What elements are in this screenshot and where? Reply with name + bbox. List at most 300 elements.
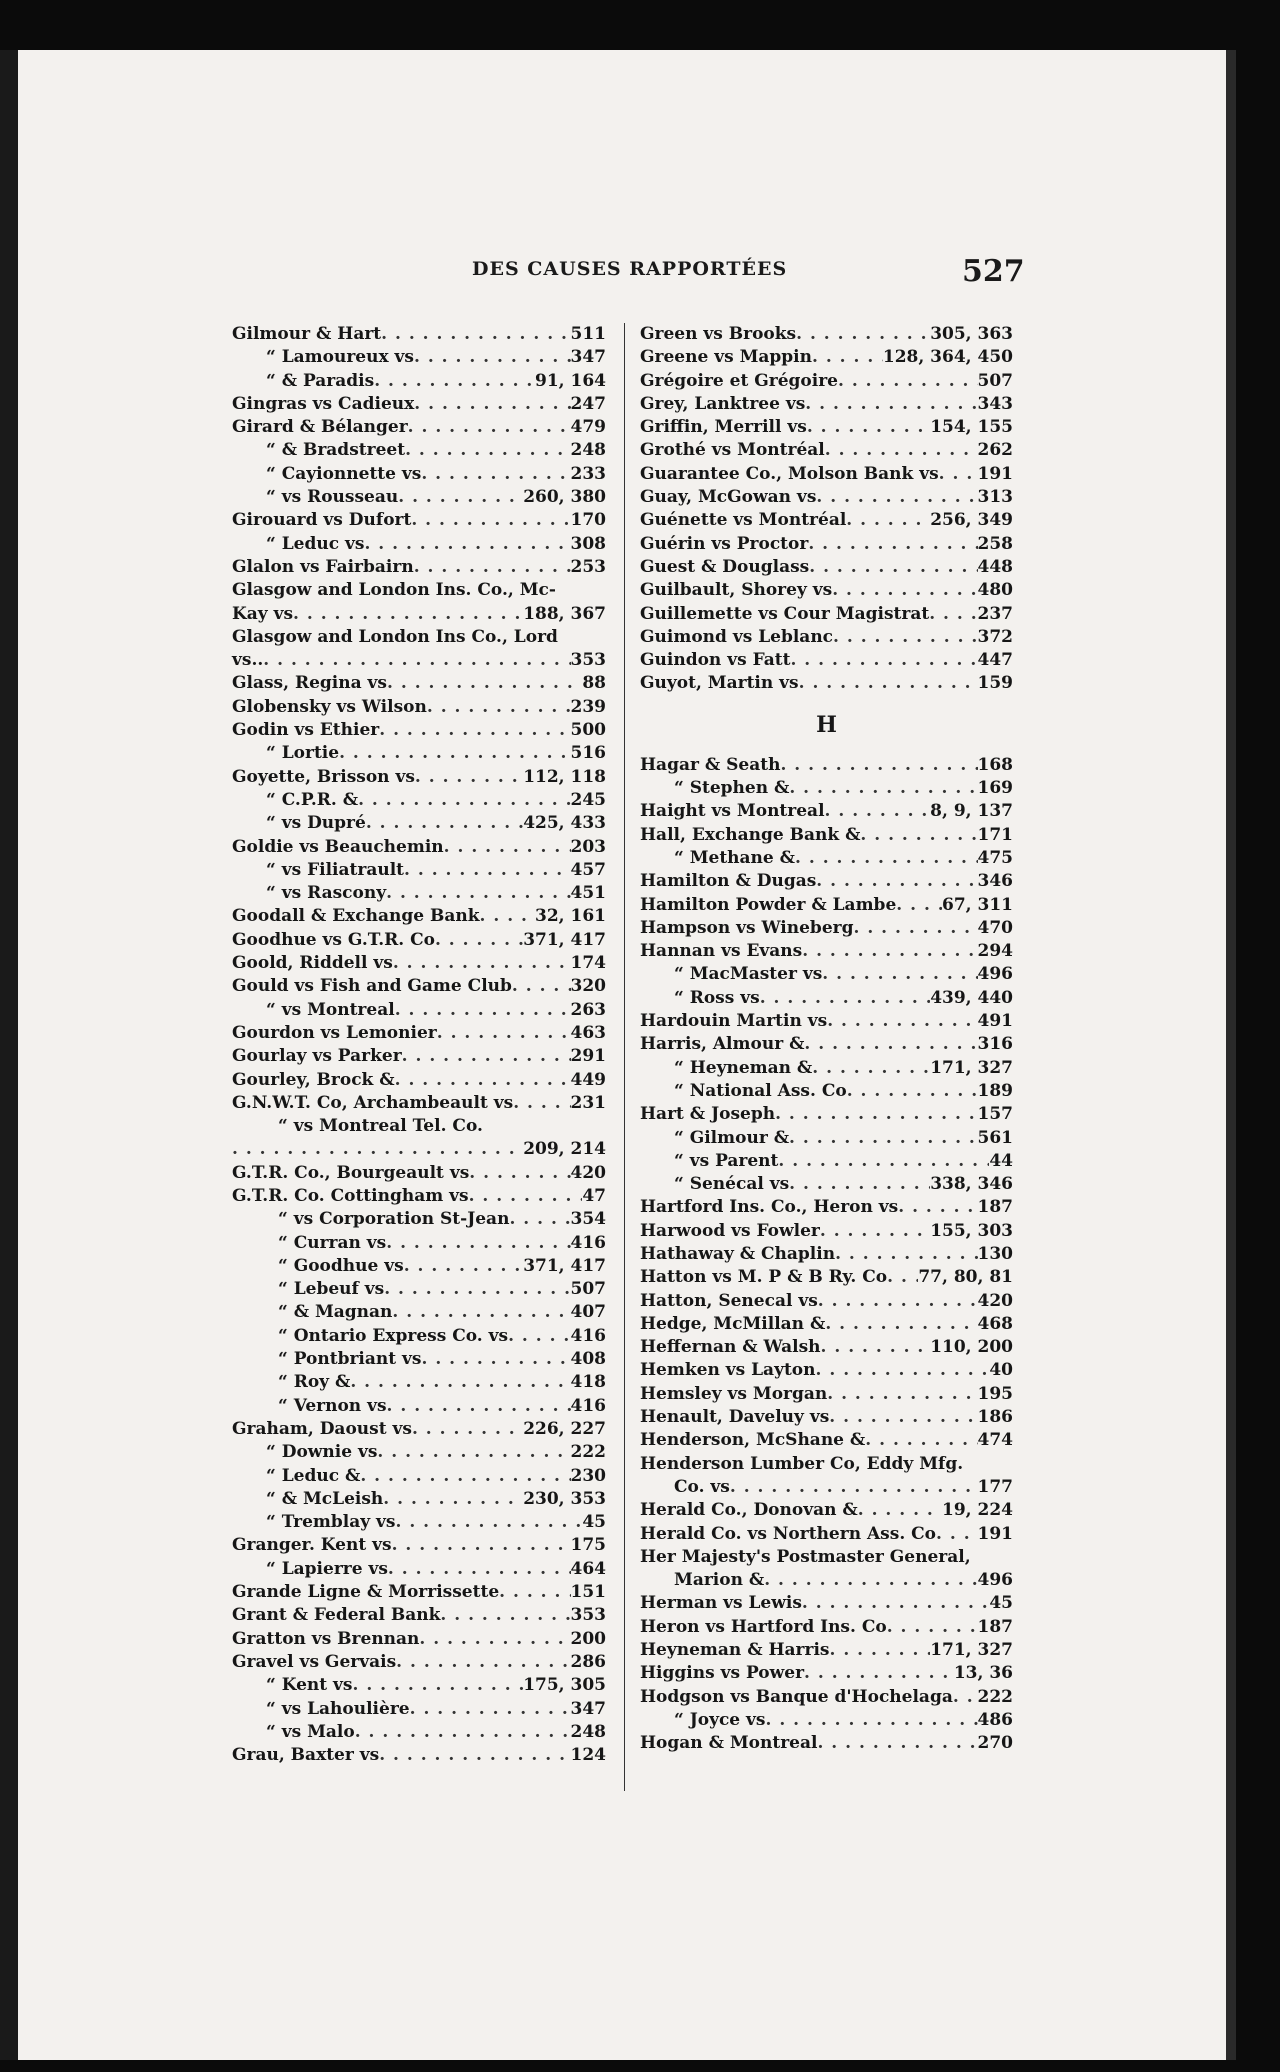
entry-name: Herman vs Lewis: [640, 1593, 802, 1614]
index-entry: [640, 1103, 1013, 1126]
entry-name: Herald Co., Donovan &: [640, 1500, 858, 1521]
entry-page-refs: 479: [570, 417, 606, 438]
index-entry: [640, 1592, 1013, 1615]
entry-page-refs: 372: [977, 626, 1013, 647]
index-entry: [232, 836, 606, 859]
index-entry: [640, 439, 1013, 462]
entry-page-refs: 245: [570, 789, 606, 810]
entry-name: “ & Bradstreet: [266, 440, 406, 461]
entry-name: Hatton, Senecal vs: [640, 1290, 818, 1311]
page-number: 527: [962, 254, 1025, 289]
entry-page-refs: 8, 9, 137: [930, 801, 1013, 822]
entry-page-refs: 209, 214: [523, 1139, 606, 1160]
index-entry: [232, 672, 606, 695]
leader-dots: [263, 649, 570, 672]
index-entry: [640, 1406, 1013, 1429]
index-entry: [232, 1069, 606, 1092]
leader-dots: [366, 812, 523, 835]
entry-page-refs: 474: [977, 1430, 1013, 1451]
entry-page-refs: 248: [570, 440, 606, 461]
entry-name: Glalon vs Fairbairn: [232, 556, 414, 577]
leader-dots: [730, 1476, 978, 1499]
index-entry: [640, 940, 1013, 963]
index-entry: [640, 1662, 1013, 1685]
entry-page-refs: 294: [977, 941, 1013, 962]
entry-page-refs: 191: [977, 463, 1013, 484]
entry-page-refs: 124: [570, 1745, 606, 1766]
entry-name: Her Majesty's Postmaster General,: [640, 1546, 971, 1567]
entry-name: Hodgson vs Banque d'Hochelaga: [640, 1686, 953, 1707]
index-entry: [640, 393, 1013, 416]
entry-name: Haight vs Montreal: [640, 801, 825, 822]
leader-dots: [887, 1266, 918, 1289]
entry-name: Glasgow and London Ins Co., Lord: [232, 626, 558, 647]
entry-name: “ Lapierre vs: [266, 1558, 388, 1579]
leader-dots: [374, 370, 535, 393]
entry-page-refs: 40: [989, 1360, 1013, 1381]
entry-name: Hardouin Martin vs: [640, 1011, 828, 1032]
entry-name: “ Gilmour &: [674, 1127, 790, 1148]
entry-name: “ Stephen &: [674, 778, 790, 799]
leader-dots: [820, 1220, 930, 1243]
index-entry: [640, 603, 1013, 626]
leader-dots: [887, 1616, 978, 1639]
section-heading: H: [816, 711, 837, 738]
leader-dots: [827, 1010, 977, 1033]
leader-dots: [953, 1686, 978, 1709]
leader-dots: [789, 1127, 977, 1150]
leader-dots: [802, 940, 977, 963]
entry-name: “ vs Malo: [266, 1721, 355, 1742]
entry-name: Hemsley vs Morgan: [640, 1383, 828, 1404]
leader-dots: [421, 463, 570, 486]
leader-dots: [353, 1674, 524, 1697]
index-entry: [232, 1185, 606, 1208]
entry-page-refs: 32, 161: [535, 906, 606, 927]
entry-page-refs: 19, 224: [942, 1500, 1013, 1521]
entry-name: Grau, Baxter vs: [232, 1745, 380, 1766]
index-entry: [232, 509, 606, 532]
index-entry: [640, 1010, 1013, 1033]
leader-dots: [415, 766, 523, 789]
leader-dots: [469, 1185, 583, 1208]
index-entry: [640, 1033, 1013, 1056]
entry-name: Green vs Brooks: [640, 324, 797, 344]
index-entry: [232, 1138, 606, 1161]
index-entry: [640, 579, 1013, 602]
index-entry: [640, 847, 1013, 870]
entry-page-refs: 187: [977, 1197, 1013, 1218]
entry-page-refs: 169: [977, 778, 1013, 799]
leader-dots: [499, 1581, 570, 1604]
leader-dots: [853, 917, 977, 940]
leader-dots: [795, 847, 977, 870]
index-entry: [232, 719, 606, 742]
entry-name: Grégoire et Grégoire: [640, 370, 838, 391]
index-entry: [232, 533, 606, 556]
entry-name: Gingras vs Cadieux: [232, 393, 415, 414]
entry-page-refs: 239: [570, 696, 606, 717]
index-entry: [232, 696, 606, 719]
index-entry: [640, 1127, 1013, 1150]
entry-name: Graham, Daoust vs: [232, 1418, 412, 1439]
entry-page-refs: 45: [582, 1512, 606, 1533]
entry-page-refs: 420: [570, 1162, 606, 1183]
entry-page-refs: 110, 200: [930, 1337, 1013, 1358]
entry-name: “ & Paradis: [266, 370, 375, 391]
entry-name: “ Cayionnette vs: [266, 463, 422, 484]
leader-dots: [825, 439, 978, 462]
leader-dots: [384, 1278, 570, 1301]
leader-dots: [799, 672, 978, 695]
index-entry: [232, 1651, 606, 1674]
leader-dots: [775, 1103, 977, 1126]
entry-page-refs: 171, 327: [930, 1640, 1013, 1661]
index-entry: [640, 1499, 1013, 1522]
entry-page-refs: 159: [977, 673, 1013, 694]
leader-dots: [825, 800, 931, 823]
index-entries-h: [640, 754, 1013, 1756]
entry-page-refs: 468: [977, 1313, 1013, 1334]
entry-name: Griffin, Merrill vs: [640, 417, 807, 438]
entry-page-refs: 371, 417: [523, 929, 606, 950]
index-entry: [232, 1721, 606, 1744]
entry-name: Hannan vs Evans: [640, 941, 803, 962]
index-entry: [232, 742, 606, 765]
entry-name: Kay vs: [232, 603, 294, 624]
entry-page-refs: 516: [570, 743, 606, 764]
entry-page-refs: 286: [570, 1651, 606, 1672]
leader-dots: [404, 859, 570, 882]
index-entry: [232, 1581, 606, 1604]
leader-dots: [860, 824, 977, 847]
leader-dots: [469, 1162, 570, 1185]
entry-page-refs: 291: [570, 1046, 606, 1067]
entry-name: Hampson vs Wineberg: [640, 917, 854, 938]
leader-dots: [865, 1429, 977, 1452]
entry-name: “ & Magnan: [278, 1302, 393, 1323]
index-entry: [640, 346, 1013, 369]
entry-page-refs: 475: [977, 847, 1013, 868]
entry-page-refs: 256, 349: [930, 510, 1013, 531]
index-entry: [640, 1616, 1013, 1639]
entry-name: Guilbault, Shorey vs: [640, 580, 833, 601]
leader-dots: [386, 882, 570, 905]
entry-page-refs: 463: [570, 1022, 606, 1043]
entry-page-refs: 188, 367: [523, 603, 606, 624]
leader-dots: [395, 1069, 571, 1092]
entry-page-refs: 305, 363: [930, 324, 1013, 344]
entry-name: Greene vs Mappin: [640, 347, 812, 368]
index-entry: [232, 1208, 606, 1231]
entry-page-refs: 174: [570, 953, 606, 974]
leader-dots: [392, 1534, 571, 1557]
index-entry: [232, 626, 606, 649]
entry-name: Gourlay vs Parker: [232, 1046, 402, 1067]
leader-dots: [818, 1290, 978, 1313]
entry-page-refs: 222: [977, 1686, 1013, 1707]
entry-name: Hart & Joseph: [640, 1104, 776, 1125]
leader-dots: [339, 742, 570, 765]
entry-page-refs: 353: [570, 1605, 606, 1626]
leader-dots: [790, 649, 977, 672]
leader-dots: [360, 1465, 570, 1488]
entry-name: “ vs Montreal Tel. Co.: [278, 1116, 483, 1137]
entry-name: “ MacMaster vs: [674, 964, 823, 985]
leader-dots: [350, 1371, 570, 1394]
entry-page-refs: 154, 155: [930, 417, 1013, 438]
entry-page-refs: 191: [977, 1523, 1013, 1544]
entry-name: Goold, Riddell vs: [232, 953, 393, 974]
entry-name: Hemken vs Layton: [640, 1360, 816, 1381]
leader-dots: [398, 486, 523, 509]
entry-page-refs: 449: [570, 1069, 606, 1090]
entry-page-refs: 354: [570, 1209, 606, 1230]
entry-name: Gratton vs Brennan: [232, 1628, 420, 1649]
entry-name: Grant & Federal Bank: [232, 1605, 441, 1626]
entry-name: “ Leduc vs: [266, 533, 365, 554]
index-entry: [640, 1732, 1013, 1755]
entry-name: Girard & Bélanger: [232, 417, 408, 438]
index-entry: [640, 1266, 1013, 1289]
entry-page-refs: 222: [570, 1442, 606, 1463]
leader-dots: [513, 1092, 570, 1115]
index-entry: [232, 556, 606, 579]
entry-page-refs: 439, 440: [930, 987, 1013, 1008]
entry-page-refs: 416: [570, 1325, 606, 1346]
leader-dots: [804, 1033, 977, 1056]
entry-name: “ Tremblay vs: [266, 1512, 396, 1533]
index-entry: [232, 1348, 606, 1371]
entry-page-refs: 308: [570, 533, 606, 554]
entry-name: Grande Ligne & Morrissette: [232, 1582, 500, 1603]
index-entry: [640, 917, 1013, 940]
entry-page-refs: 151: [570, 1582, 606, 1603]
index-entry: [232, 929, 606, 952]
leader-dots: [829, 1406, 977, 1429]
index-entry: [232, 346, 606, 369]
leader-dots: [379, 719, 570, 742]
index-entry: [640, 1453, 1013, 1476]
entry-name: “ Joyce vs: [674, 1709, 766, 1730]
entry-name: Gilmour & Hart: [232, 324, 382, 344]
leader-dots: [817, 1732, 977, 1755]
leader-dots: [410, 1698, 571, 1721]
leader-dots: [414, 556, 571, 579]
entry-page-refs: 347: [570, 347, 606, 368]
index-entry: [640, 1383, 1013, 1406]
entry-name: Hagar & Seath: [640, 754, 781, 775]
index-entry: [640, 416, 1013, 439]
index-entry: [232, 952, 606, 975]
entry-name: Guérin vs Proctor: [640, 533, 809, 554]
index-entry: [232, 1698, 606, 1721]
index-entry: [640, 649, 1013, 672]
entry-page-refs: 189: [977, 1080, 1013, 1101]
entry-name: Godin vs Ethier: [232, 720, 380, 741]
entry-page-refs: 170: [570, 510, 606, 531]
entry-name: Guillemette vs Cour Magistrat: [640, 603, 930, 624]
entry-page-refs: 175: [570, 1535, 606, 1556]
index-entry: [232, 859, 606, 882]
entry-page-refs: 157: [977, 1104, 1013, 1125]
leader-dots: [936, 1523, 977, 1546]
entry-page-refs: 496: [977, 964, 1013, 985]
index-entry: [640, 463, 1013, 486]
entry-page-refs: 507: [570, 1279, 606, 1300]
entry-name: Goyette, Brisson vs: [232, 766, 415, 787]
index-entry: [640, 370, 1013, 393]
leader-dots: [816, 870, 977, 893]
index-entry: [640, 824, 1013, 847]
index-entry: [640, 1569, 1013, 1592]
running-header: DES CAUSES RAPPORTÉES: [472, 258, 788, 280]
index-entry: [232, 1674, 606, 1697]
page-edge: [0, 50, 18, 2060]
index-entry: [640, 870, 1013, 893]
leader-dots: [387, 672, 582, 695]
index-entry: [232, 1744, 606, 1767]
entry-page-refs: 416: [570, 1232, 606, 1253]
entry-name: Hatton vs M. P & B Ry. Co: [640, 1267, 888, 1288]
leader-dots: [809, 556, 977, 579]
leader-dots: [404, 1255, 524, 1278]
entry-page-refs: 313: [977, 487, 1013, 508]
leader-dots: [789, 1173, 930, 1196]
index-entry: [640, 626, 1013, 649]
index-entry: [640, 987, 1013, 1010]
entry-name: “ Pontbriant vs: [278, 1349, 422, 1370]
entry-name: “ Ross vs: [674, 987, 760, 1008]
entry-name: “ National Ass. Co: [674, 1080, 847, 1101]
entry-name: “ Leduc &: [266, 1465, 361, 1486]
index-entry: [640, 1686, 1013, 1709]
entry-name: Hall, Exchange Bank &: [640, 824, 861, 845]
index-entry: [640, 800, 1013, 823]
entry-name: Glasgow and London Ins. Co., Mc-: [232, 580, 556, 601]
leader-dots: [437, 1022, 571, 1045]
index-entry: [640, 1080, 1013, 1103]
index-entry: [640, 1196, 1013, 1219]
leader-dots: [847, 1080, 978, 1103]
index-entry: [640, 1336, 1013, 1359]
entry-page-refs: 233: [570, 463, 606, 484]
entry-name: Hartford Ins. Co., Heron vs: [640, 1197, 899, 1218]
index-entry: [232, 1278, 606, 1301]
index-entry: [232, 1232, 606, 1255]
index-entry: [640, 1220, 1013, 1243]
entry-page-refs: 480: [977, 580, 1013, 601]
leader-dots: [832, 579, 977, 602]
index-entry: [640, 1313, 1013, 1336]
entry-page-refs: 448: [977, 556, 1013, 577]
entry-page-refs: 200: [570, 1628, 606, 1649]
entry-name: Grothé vs Montréal: [640, 440, 825, 461]
entry-name: Co. vs: [674, 1476, 730, 1497]
index-entry: [232, 789, 606, 812]
leader-dots: [802, 1592, 989, 1615]
entry-name: Henderson, McShane &: [640, 1430, 866, 1451]
entry-name: G.T.R. Co. Cottingham vs: [232, 1185, 469, 1206]
entry-name: Guindon vs Fatt: [640, 650, 791, 671]
entry-page-refs: 230, 353: [523, 1488, 606, 1509]
index-entry: [232, 416, 606, 439]
entry-page-refs: 171: [977, 824, 1013, 845]
leader-dots: [387, 1395, 571, 1418]
leader-dots: [395, 1511, 582, 1534]
entry-name: “ vs Lahoulière: [266, 1698, 410, 1719]
leader-dots: [377, 1441, 570, 1464]
leader-dots: [419, 1628, 570, 1651]
entry-page-refs: 195: [977, 1383, 1013, 1404]
entry-page-refs: 168: [977, 754, 1013, 775]
index-entry: [232, 1045, 606, 1068]
index-entry: [232, 393, 606, 416]
leader-dots: [421, 1348, 570, 1371]
entry-name: Guest & Douglass: [640, 556, 810, 577]
entry-name: “ Roy &: [278, 1372, 351, 1393]
entry-page-refs: 47: [582, 1185, 606, 1206]
entry-page-refs: 186: [977, 1407, 1013, 1428]
entry-page-refs: 44: [989, 1150, 1013, 1171]
leader-dots: [808, 533, 977, 556]
leader-dots: [393, 952, 571, 975]
index-entry: [232, 975, 606, 998]
index-entry: [640, 894, 1013, 917]
leader-dots: [232, 1138, 523, 1161]
entry-page-refs: 175, 305: [523, 1675, 606, 1696]
index-entry: [640, 1359, 1013, 1382]
leader-dots: [379, 1744, 570, 1767]
index-entry: [232, 579, 606, 602]
entry-name: “ Downie vs: [266, 1442, 378, 1463]
entry-name: Harris, Almour &: [640, 1034, 805, 1055]
entry-page-refs: 262: [977, 440, 1013, 461]
index-column-right: [640, 323, 1013, 1756]
entry-page-refs: 500: [570, 720, 606, 741]
leader-dots: [896, 894, 942, 917]
entry-page-refs: 88: [582, 673, 606, 694]
entry-page-refs: 486: [977, 1709, 1013, 1730]
entry-page-refs: 230: [570, 1465, 606, 1486]
leader-dots: [427, 696, 571, 719]
entry-page-refs: 177: [977, 1476, 1013, 1497]
entry-page-refs: 128, 364, 450: [882, 347, 1013, 368]
entry-name: Gravel vs Gervais: [232, 1651, 397, 1672]
entry-page-refs: 425, 433: [523, 813, 606, 834]
entry-page-refs: 371, 417: [523, 1255, 606, 1276]
leader-dots: [355, 1721, 571, 1744]
index-entry: [640, 486, 1013, 509]
index-entry: [232, 1301, 606, 1324]
leader-dots: [508, 1325, 570, 1348]
entry-name: “ Curran vs: [278, 1232, 387, 1253]
entry-name: Guimond vs Leblanc: [640, 626, 834, 647]
entry-page-refs: 258: [977, 533, 1013, 554]
index-entry: [232, 1395, 606, 1418]
leader-dots: [830, 1639, 931, 1662]
entry-name: Harwood vs Fowler: [640, 1220, 820, 1241]
leader-dots: [838, 370, 978, 393]
entry-page-refs: 464: [570, 1558, 606, 1579]
leader-dots: [816, 486, 977, 509]
leader-dots: [833, 626, 977, 649]
leader-dots: [405, 439, 570, 462]
entry-name: Granger. Kent vs: [232, 1535, 392, 1556]
entry-name: Hedge, McMillan &: [640, 1313, 826, 1334]
index-entry: [640, 1150, 1013, 1173]
leader-dots: [835, 1243, 977, 1266]
